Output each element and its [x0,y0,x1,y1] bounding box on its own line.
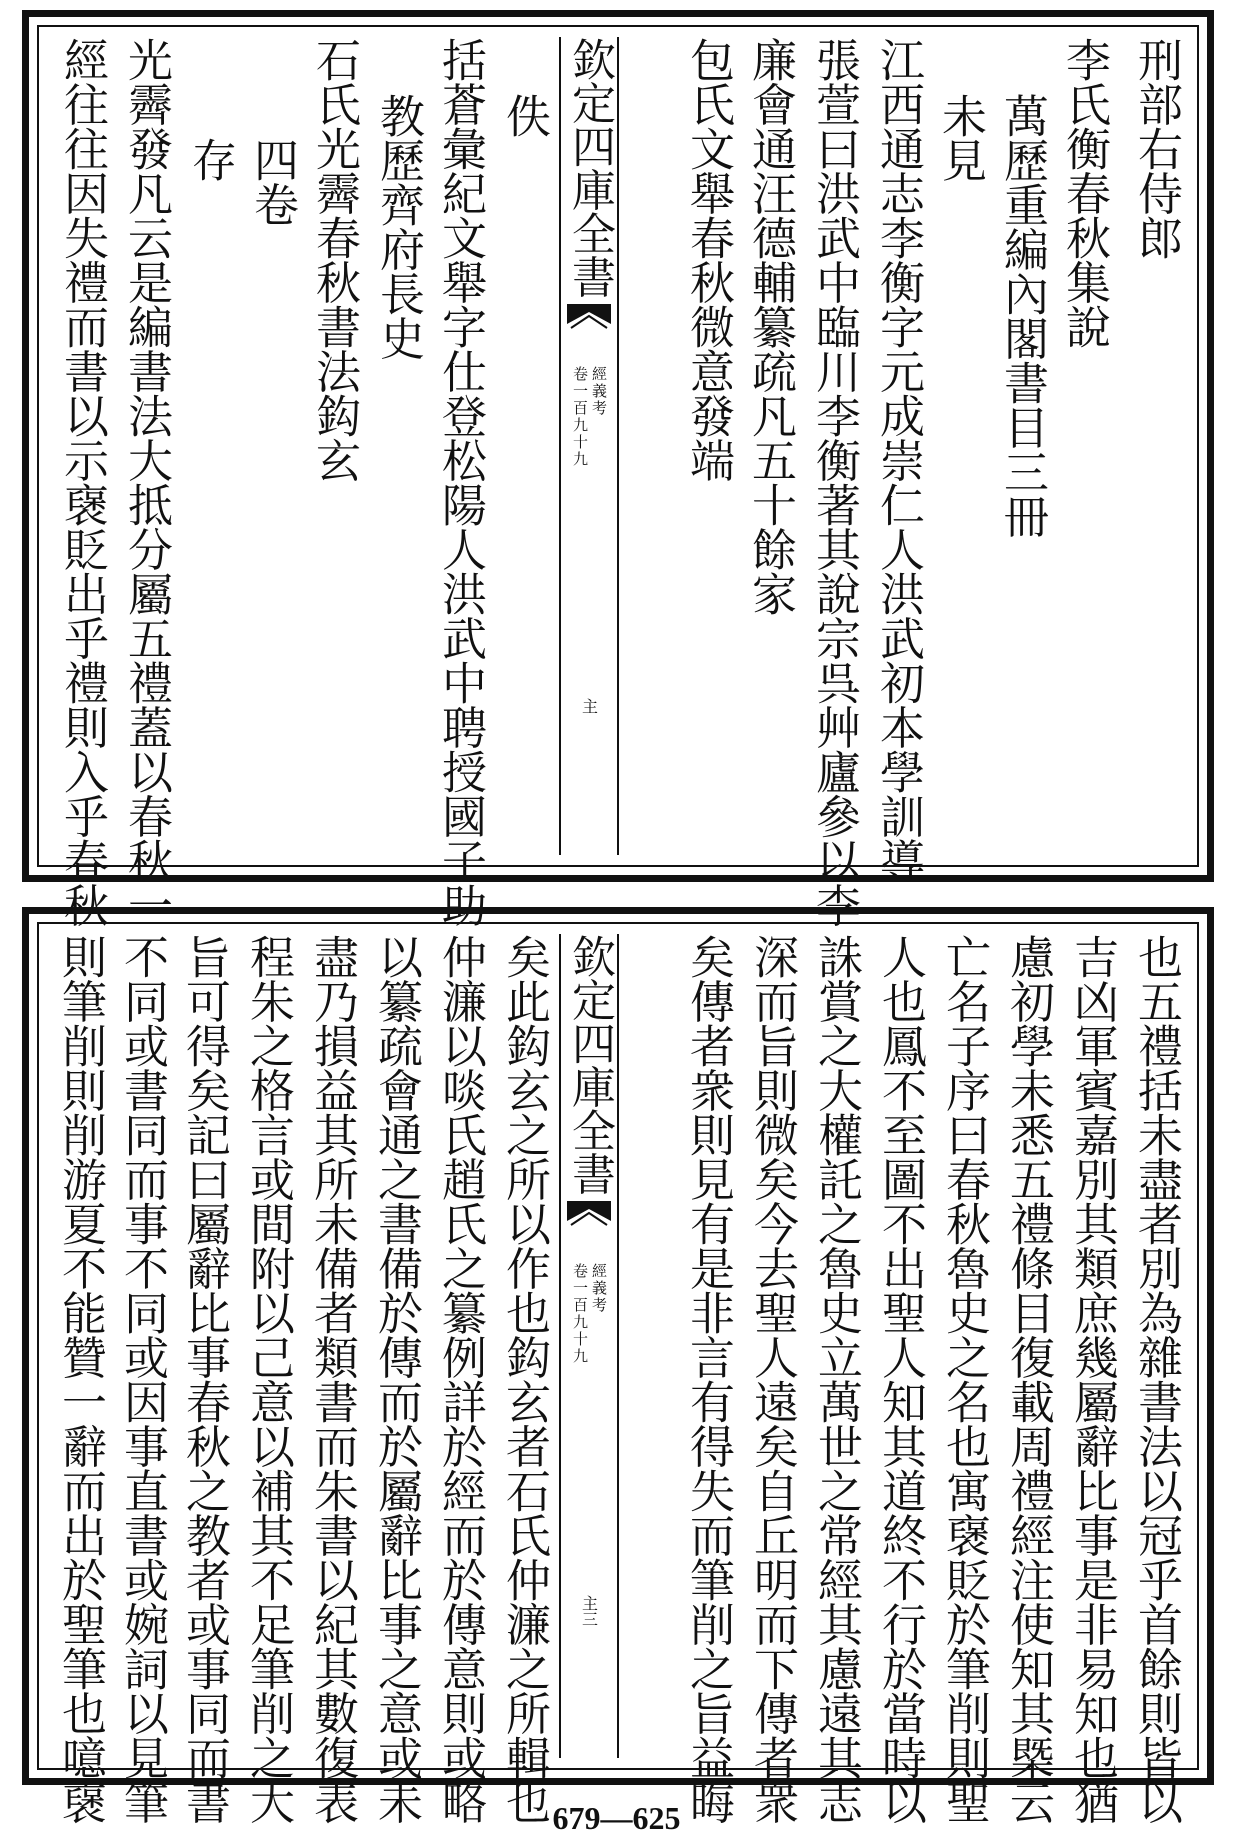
text-column [301,37,367,855]
column-text: 廉會通汪德輔纂疏凡五十餘家 [744,37,797,616]
top-page [22,10,1214,927]
text-column [491,934,557,1824]
column-text: 誅賞之大權託之魯史立萬世之常經其慮遠其志 [810,934,863,1824]
text-column [47,934,113,1824]
column-text: 吉凶軍賓嘉別其類庶幾屬辭比事是非易知也猶 [1066,934,1119,1824]
text-column [109,934,175,1824]
column-text: 亡名子序曰春秋魯史之名也寓襃貶於筆削則聖 [938,934,991,1824]
text-column [235,934,301,1824]
column-text: 則筆削則削游夏不能贊一辭而出於聖筆也噫襃 [54,934,107,1824]
text-column [239,37,305,855]
text-column [739,934,805,1824]
column-text: 江西通志李衡字元成崇仁人洪武初本學訓導 [872,37,925,883]
page-number: 主三 [579,1595,599,1627]
column-text: 光霽發凡云是編書法大抵分屬五禮蓋以春秋一 [120,37,173,927]
section-label [571,1263,607,1365]
column-text: 矣傳者衆則見有是非言有得失而筆削之旨益晦 [682,934,735,1824]
column-text: 程朱之格言或間附以己意以補其不足筆削之大 [242,934,295,1824]
column-text: 盡乃損益其所未備者類書而朱書以紀其數復表 [306,934,359,1824]
text-column [1123,37,1189,855]
column-text: 矣此鈎玄之所以作也鈎玄者石氏仲濂之所輯也 [498,934,551,1824]
text-column [1059,934,1125,1824]
text-column [1051,37,1117,855]
column-text: 佚 [498,93,551,138]
volume-name: 卷一百九十九 [571,366,589,468]
fish-tail-mark-icon [567,304,611,360]
text-column [927,37,993,855]
text-column [113,37,179,927]
page-number: 主 [579,698,599,714]
column-text: 以纂疏會通之書備於傳而於屬辭比事之意或未 [370,934,423,1824]
column-text: 經往往因失禮而書以示襃貶出乎禮則入乎春秋 [56,37,109,927]
text-column [675,934,741,1824]
column-text: 包氏文舉春秋微意發端 [682,37,735,482]
text-column [49,37,115,927]
text-column [737,37,803,855]
text-column [803,934,869,1824]
column-text: 括蒼彙紀文舉字仕登松陽人洪武中聘授國子助 [434,37,487,927]
column-text: 李氏衡春秋集說 [1058,37,1111,349]
book-title: 欽定四庫全書 [564,37,615,298]
section-name: 經義考 [590,366,608,417]
column-text: 教歷齊府長史 [372,93,425,360]
column-text: 萬歷重編內閣書目三冊 [996,93,1049,538]
text-column [995,934,1061,1824]
section-label [571,366,607,468]
column-text: 也五禮括未盡者別為雜書法以冠乎首餘則皆以 [1130,934,1183,1824]
column-text: 石氏光霽春秋書法鈎玄 [308,37,361,482]
column-text: 四卷 [246,137,299,226]
text-column [867,934,933,1824]
column-text: 人也鳳不至圖不出聖人知其道終不行於當時以 [874,934,927,1824]
text-column [1123,934,1189,1824]
text-column [299,934,365,1824]
section-name: 經義考 [590,1263,608,1314]
text-column [989,37,1055,855]
text-column [931,934,997,1824]
column-text: 存 [184,137,237,182]
column-text: 深而旨則微矣今去聖人遠矣自丘明而下傳者衆 [746,934,799,1824]
column-text: 不同或書同而事不同或因事直書或婉詞以見筆 [116,934,169,1824]
page-footer-number: 679—625 [552,1800,681,1836]
top-page-frame [37,25,1199,927]
text-column [177,37,243,855]
text-column [865,37,931,883]
text-column [675,37,741,855]
text-column [363,934,429,1824]
text-column [491,37,557,855]
text-column [801,37,867,927]
volume-name: 卷一百九十九 [571,1263,589,1365]
text-column [171,934,237,1824]
text-column [427,37,493,927]
column-text: 刑部右侍郎 [1130,37,1183,260]
column-text: 慮初學未悉五禮條目復載周禮經注使知其槩云 [1002,934,1055,1824]
book-title: 欽定四庫全書 [564,934,615,1195]
column-text: 張萱曰洪武中臨川李衡著其說宗呉艸廬參以李 [808,37,861,927]
text-column [427,934,493,1824]
column-text: 未見 [934,93,987,182]
column-text: 仲濂以啖氏趙氏之纂例詳於經而於傳意則或略 [434,934,487,1824]
column-text: 旨可得矣記曰屬辭比事春秋之教者或事同而書 [178,934,231,1824]
fish-tail-mark-icon [567,1201,611,1257]
text-column [365,37,431,855]
center-spine [559,37,619,855]
center-spine [559,934,619,1758]
